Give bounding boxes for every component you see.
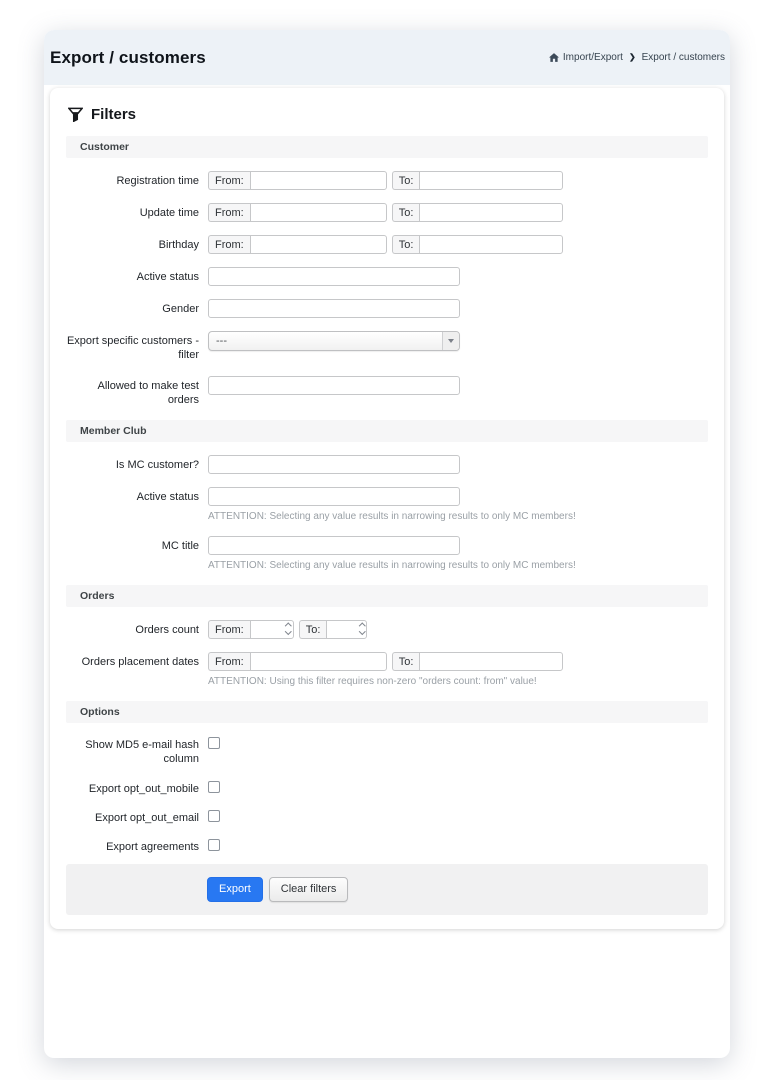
orders-placement-to-input[interactable] <box>419 652 563 671</box>
field-label: Gender <box>162 303 199 315</box>
field-label: Update time <box>139 207 199 219</box>
filter-row-update-time <box>66 203 708 222</box>
filter-row-registration-time <box>66 171 708 190</box>
section-header-orders: Orders <box>66 585 708 607</box>
section-header-options: Options <box>66 701 708 723</box>
field-label: Show MD5 e-mail hash column <box>85 739 199 766</box>
field-note: ATTENTION: Selecting any value results in narrowing results to only MC members! <box>208 511 576 523</box>
registration-time-from-group <box>208 171 387 190</box>
is-mc-customer-input[interactable] <box>208 455 460 474</box>
filter-row-export-agreements <box>66 837 708 854</box>
breadcrumb <box>549 52 725 63</box>
content-window <box>44 30 730 1058</box>
registration-time-to-input[interactable] <box>419 171 563 190</box>
allowed-test-orders-input[interactable] <box>208 376 460 395</box>
from-prefix-label: From: <box>208 620 250 639</box>
birthday-to-input[interactable] <box>419 235 563 254</box>
filters-title-label: Filters <box>91 106 137 123</box>
breadcrumb-home-link[interactable] <box>549 52 623 63</box>
filter-row-opt-out-mobile <box>66 779 708 796</box>
field-label: Birthday <box>158 239 199 251</box>
field-label: Export opt_out_mobile <box>88 782 199 795</box>
filter-row-orders-placement-dates <box>66 652 708 688</box>
orders-count-from-group <box>208 620 294 639</box>
stepper-icon[interactable] <box>360 624 365 634</box>
section-header-member-club: Member Club <box>66 420 708 442</box>
chevron-right-icon: ❯ <box>628 52 636 62</box>
field-label: Active status <box>136 491 199 504</box>
gender-input[interactable] <box>208 299 460 318</box>
from-prefix-label: From: <box>208 171 250 190</box>
orders-placement-from-group <box>208 652 387 671</box>
field-label: Export opt_out_email <box>95 812 199 825</box>
filter-row-gender <box>66 299 708 318</box>
chevron-down-icon <box>442 332 459 350</box>
filter-row-opt-out-email <box>66 808 708 825</box>
export-agreements-checkbox[interactable] <box>208 839 220 851</box>
mc-active-status-input[interactable] <box>208 487 460 506</box>
clear-filters-button[interactable]: Clear filters <box>269 877 349 902</box>
to-prefix-label: To: <box>392 171 420 190</box>
registration-time-to-group <box>392 171 564 190</box>
filter-row-active-status <box>66 267 708 286</box>
filter-row-mc-title <box>66 536 708 572</box>
filter-row-orders-count <box>66 620 708 639</box>
field-label: Export specific customers - filter <box>66 335 199 362</box>
birthday-from-group <box>208 235 387 254</box>
filters-panel <box>50 88 724 929</box>
opt-out-mobile-checkbox[interactable] <box>208 781 220 793</box>
update-time-from-input[interactable] <box>250 203 387 222</box>
update-time-from-group <box>208 203 387 222</box>
filter-row-show-md5 <box>66 735 708 767</box>
filter-row-allowed-test-orders <box>66 376 708 408</box>
home-icon <box>549 53 559 62</box>
field-note: ATTENTION: Selecting any value results in narrowing results to only MC members! <box>208 560 576 572</box>
opt-out-email-checkbox[interactable] <box>208 810 220 822</box>
to-prefix-label: To: <box>392 203 420 222</box>
page-title: Export / customers <box>50 47 206 67</box>
update-time-to-group <box>392 203 564 222</box>
field-label: Registration time <box>116 175 199 187</box>
birthday-from-input[interactable] <box>250 235 387 254</box>
breadcrumb-home-label: Import/Export <box>562 52 623 63</box>
field-note: ATTENTION: Using this filter requires non-zero "orders count: from" value! <box>208 676 537 688</box>
orders-placement-to-group <box>392 652 564 671</box>
filter-row-birthday <box>66 235 708 254</box>
mc-title-input[interactable] <box>208 536 460 555</box>
field-label: Is MC customer? <box>115 459 199 472</box>
field-label: Orders count <box>135 624 199 637</box>
field-label: MC title <box>161 540 199 553</box>
stepper-icon[interactable] <box>286 624 291 634</box>
active-status-input[interactable] <box>208 267 460 286</box>
update-time-to-input[interactable] <box>419 203 563 222</box>
field-label: Export agreements <box>106 841 199 854</box>
filters-title <box>68 106 708 123</box>
page-header <box>44 30 730 85</box>
filter-funnel-icon <box>68 107 83 122</box>
select-selected-value: --- <box>216 335 227 347</box>
birthday-to-group <box>392 235 564 254</box>
to-prefix-label: To: <box>392 235 420 254</box>
export-button[interactable]: Export <box>207 877 263 902</box>
breadcrumb-current: Export / customers <box>641 52 725 63</box>
show-md5-checkbox[interactable] <box>208 737 220 749</box>
field-label: Orders placement dates <box>81 656 199 669</box>
filter-row-is-mc-customer <box>66 455 708 474</box>
section-header-customer: Customer <box>66 136 708 158</box>
to-prefix-label: To: <box>392 652 420 671</box>
filter-row-mc-active-status <box>66 487 708 523</box>
export-specific-customers-select[interactable] <box>208 331 460 351</box>
from-prefix-label: From: <box>208 203 250 222</box>
field-label: Allowed to make test orders <box>97 379 199 406</box>
form-actions-bar <box>66 864 708 915</box>
registration-time-from-input[interactable] <box>250 171 387 190</box>
to-prefix-label: To: <box>299 620 327 639</box>
field-label: Active status <box>136 271 199 283</box>
from-prefix-label: From: <box>208 235 250 254</box>
orders-placement-from-input[interactable] <box>250 652 387 671</box>
from-prefix-label: From: <box>208 652 250 671</box>
filter-row-export-specific-customers <box>66 331 708 363</box>
orders-count-to-group <box>299 620 368 639</box>
